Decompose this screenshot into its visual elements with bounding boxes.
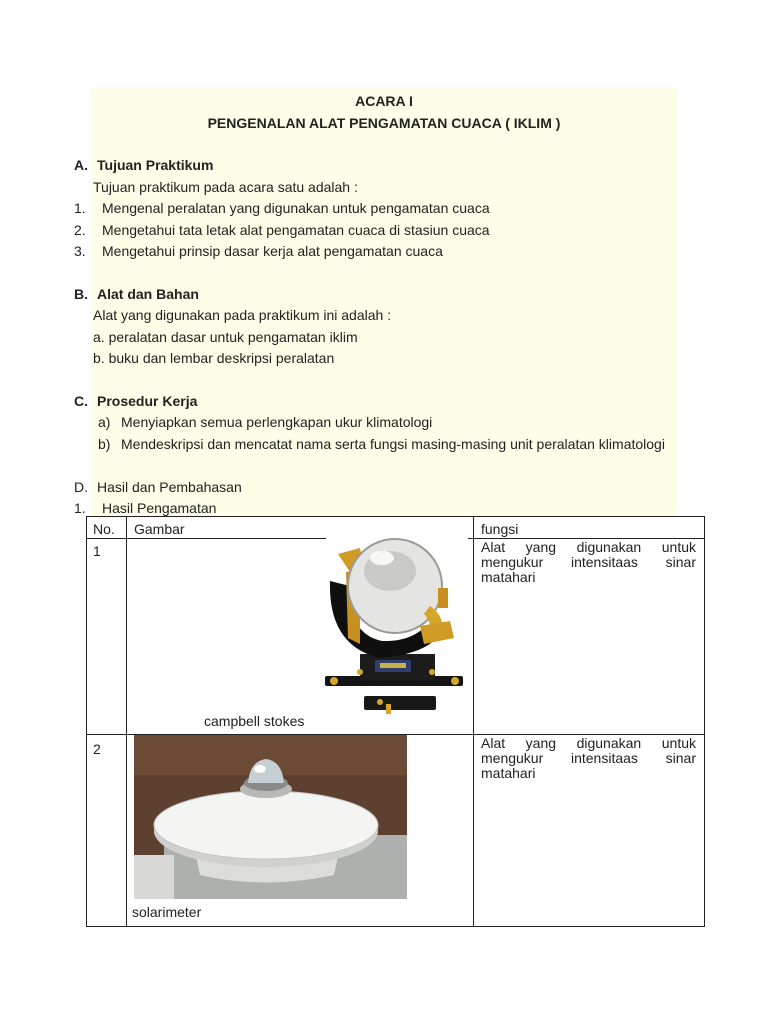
section-d-sub-heading: Hasil Pengamatan: [102, 500, 217, 516]
section-c-item-b-num: b): [98, 436, 111, 452]
section-a-item-2: Mengetahui tata letak alat pengamatan cuaca di stasiun cuaca: [102, 222, 490, 238]
solarimeter-image: [134, 735, 407, 899]
section-c-item-b: Mendeskripsi dan mencatat nama serta fungsi masing-masing unit peralatan klimatologi: [121, 436, 665, 452]
header-gambar: Gambar: [127, 517, 474, 539]
section-b-heading: Alat dan Bahan: [97, 286, 199, 302]
section-c-item-a: Menyiapkan semua perlengkapan ukur klimatologi: [121, 414, 433, 430]
section-a-heading: Tujuan Praktikum: [97, 157, 214, 173]
document-title: PENGENALAN ALAT PENGAMATAN CUACA ( IKLIM ): [207, 115, 561, 131]
header-no: No.: [87, 517, 127, 539]
row-2-fungsi-cell: [474, 735, 705, 927]
section-d-sub-num: 1.: [74, 500, 86, 516]
section-b-letter: B.: [74, 286, 88, 302]
section-c-letter: C.: [74, 393, 88, 409]
section-a-item-3-num: 3.: [74, 243, 86, 259]
section-a-item-1-num: 1.: [74, 200, 86, 216]
results-table: [86, 516, 705, 927]
row-2-no: 2: [87, 735, 127, 927]
row-1-gambar-cell: [127, 539, 474, 735]
table-row: [87, 539, 705, 735]
section-a-item-3: Mengetahui prinsip dasar kerja alat pengamatan cuaca: [102, 243, 443, 259]
section-d-heading: Hasil dan Pembahasan: [97, 479, 242, 495]
row-2-gambar-cell: [127, 735, 474, 927]
campbell-stokes-image: [320, 526, 470, 716]
section-a-letter: A.: [74, 157, 88, 173]
section-a-intro: Tujuan praktikum pada acara satu adalah :: [93, 179, 358, 195]
table-row: [87, 735, 705, 927]
row-1-no: 1: [87, 539, 127, 735]
section-a-item-1: Mengenal peralatan yang digunakan untuk pengamatan cuaca: [102, 200, 490, 216]
section-d-letter: D.: [74, 479, 88, 495]
header-fungsi: fungsi: [474, 517, 705, 539]
row-1-caption: campbell stokes: [204, 713, 305, 729]
acara-heading: ACARA I: [355, 93, 413, 109]
section-b-item-a: a. peralatan dasar untuk pengamatan iklim: [93, 329, 358, 345]
section-b-item-b: b. buku dan lembar deskripsi peralatan: [93, 350, 335, 366]
row-2-fungsi: Alat yang digunakan untuk mengukur intensitaas sinar matahari: [481, 735, 696, 781]
section-b-intro: Alat yang digunakan pada praktikum ini adalah :: [93, 307, 392, 323]
section-a-item-2-num: 2.: [74, 222, 86, 238]
row-1-fungsi-cell: [474, 539, 705, 735]
section-c-heading: Prosedur Kerja: [97, 393, 198, 409]
section-c-item-a-num: a): [98, 414, 111, 430]
row-2-caption: solarimeter: [132, 904, 202, 920]
row-1-fungsi: Alat yang digunakan untuk mengukur intensitaas sinar matahari: [481, 539, 696, 585]
